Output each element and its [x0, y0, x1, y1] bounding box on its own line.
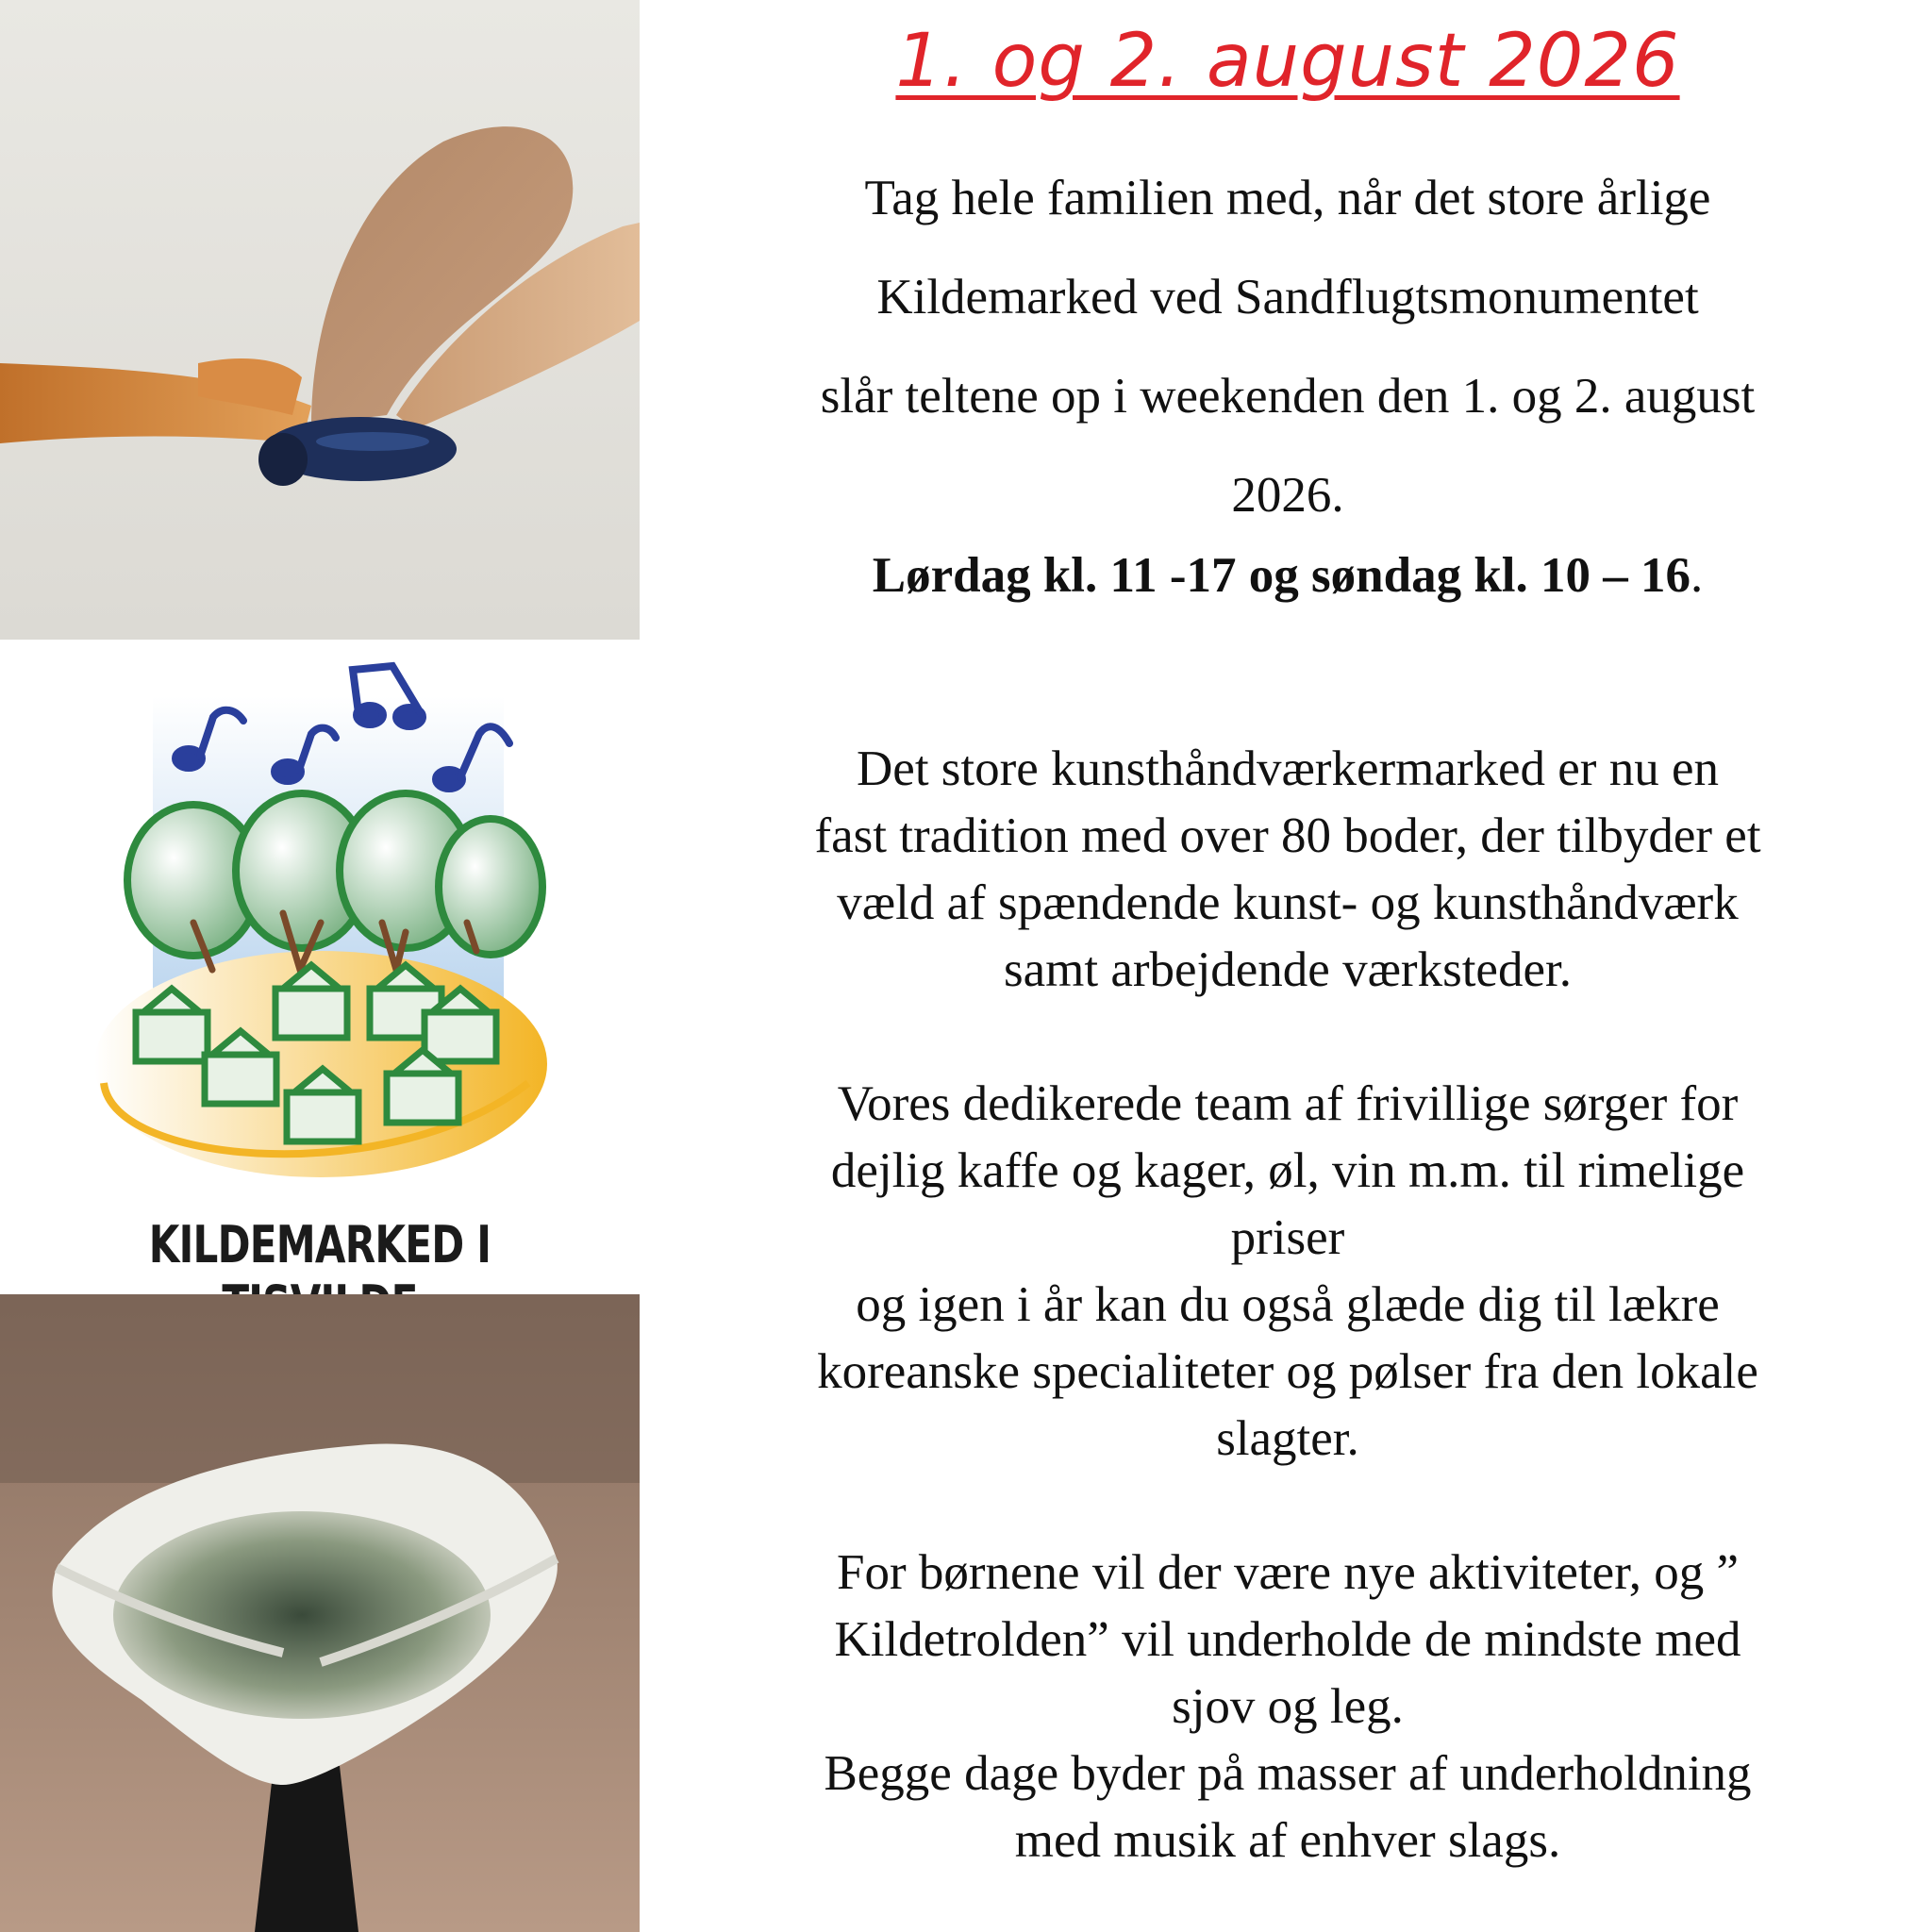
body-line: Begge dage byder på masser af underholdning — [824, 1746, 1752, 1801]
event-date-headline: 1. og 2. august 2026 — [895, 19, 1680, 104]
body-line: For børnene vil der være nye aktiviteter, og ” — [837, 1545, 1739, 1600]
body-line: koreanske specialiteter og pølser fra den lokale — [817, 1344, 1758, 1399]
intro-line: slår teltene op i weekenden den 1. og 2. august — [820, 369, 1756, 424]
body-line: Det store kunsthåndværkermarked er nu en — [857, 741, 1719, 796]
body-line: dejlig kaffe og kager, øl, vin m.m. til rimelige — [830, 1143, 1745, 1198]
opening-hours — [660, 547, 1915, 604]
kildemarked-logo — [0, 640, 640, 1294]
opening-hours-text: Lørdag kl. 11 -17 og søndag kl. 10 – 16 — [872, 548, 1691, 603]
left-image-column — [0, 0, 640, 1932]
opening-hours-period: . — [1690, 548, 1704, 603]
body-line: slagter. — [1216, 1411, 1359, 1466]
intro-line: Tag hele familien med, når det store årlige — [864, 171, 1711, 225]
body-line: priser — [1230, 1210, 1345, 1265]
body-line: samt arbejdende værksteder. — [1004, 942, 1572, 997]
intro-line: Kildemarked ved Sandflugtsmonumentet — [876, 270, 1699, 325]
body-line: og igen i år kan du også glæde dig til lækre — [856, 1277, 1720, 1332]
body-line: Kildetrolden” vil underholde de mindste med — [834, 1612, 1741, 1667]
description-text — [660, 736, 1915, 1874]
logo-caption: KILDEMARKED I — [148, 1215, 491, 1274]
body-line: sjov og leg. — [1172, 1679, 1404, 1734]
ceramic-flower-photo — [0, 1294, 640, 1932]
body-line: med musik af enhver slags. — [1014, 1813, 1561, 1868]
intro-line: 2026. — [1231, 468, 1344, 523]
butterfly-photo — [0, 0, 640, 640]
intro-text — [660, 149, 1915, 545]
body-line: Vores dedikerede team af frivillige sørger for — [837, 1076, 1739, 1131]
body-line: væld af spændende kunst- og kunsthåndværk — [837, 875, 1739, 930]
body-line: fast tradition med over 80 boder, der tilbyder et — [814, 808, 1761, 863]
event-text-column — [660, 0, 1915, 1932]
